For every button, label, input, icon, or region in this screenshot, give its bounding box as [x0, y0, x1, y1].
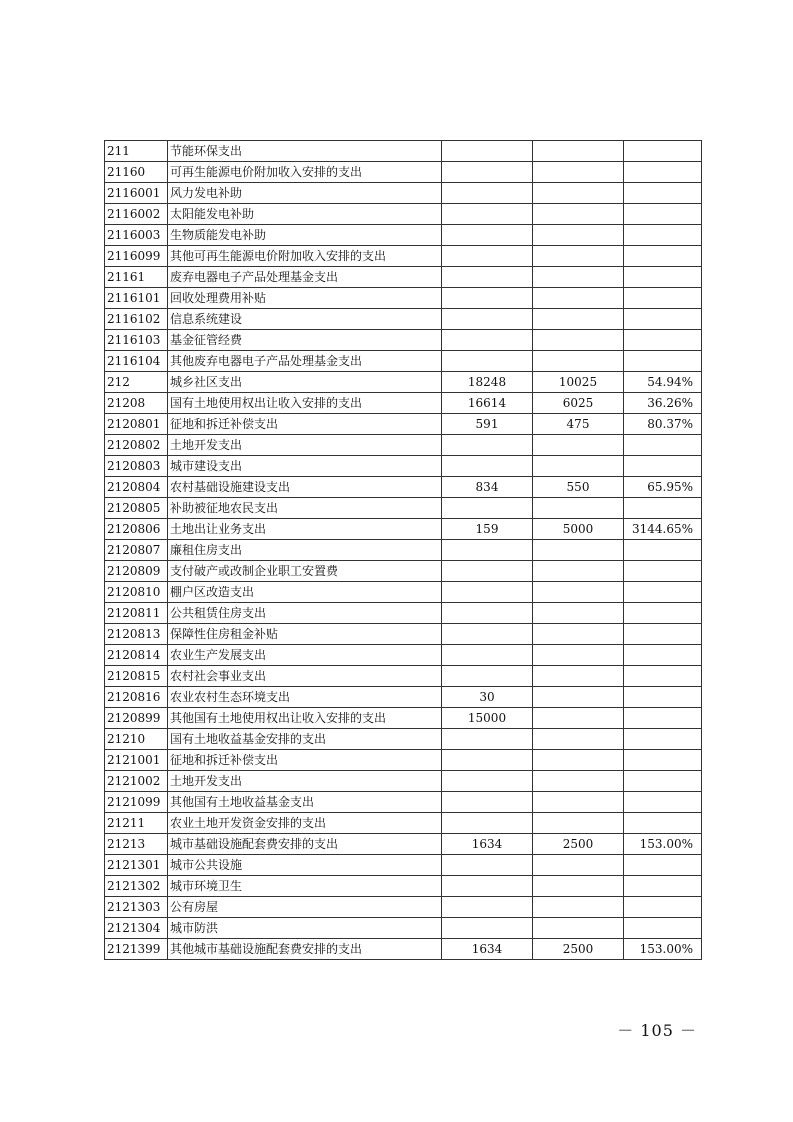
table-row: [105, 582, 702, 603]
table-row: [105, 498, 702, 519]
row-value-2: [533, 330, 624, 351]
row-value-2: [533, 309, 624, 330]
row-value-2: [533, 729, 624, 750]
row-value-2: [533, 225, 624, 246]
row-item-name: 其他废弃电器电子产品处理基金支出: [168, 351, 442, 372]
row-code: 2121301: [105, 855, 168, 876]
table-row: [105, 729, 702, 750]
row-value-3: [624, 183, 702, 204]
row-code: 2120899: [105, 708, 168, 729]
row-item-name: 农业生产发展支出: [168, 645, 442, 666]
row-value-3: [624, 162, 702, 183]
row-value-1: [442, 330, 533, 351]
row-item-name: 国有土地使用权出让收入安排的支出: [168, 393, 442, 414]
row-code: 21208: [105, 393, 168, 414]
row-value-2: [533, 855, 624, 876]
row-item-name: 农业农村生态环境支出: [168, 687, 442, 708]
row-value-2: [533, 435, 624, 456]
row-value-3: [624, 267, 702, 288]
row-value-3: [624, 603, 702, 624]
row-code: 21210: [105, 729, 168, 750]
row-item-name: 其他可再生能源电价附加收入安排的支出: [168, 246, 442, 267]
row-code: 2120804: [105, 477, 168, 498]
table-row: [105, 183, 702, 204]
row-code: 21211: [105, 813, 168, 834]
table-row: [105, 687, 702, 708]
row-value-1: [442, 267, 533, 288]
table-row: [105, 372, 702, 393]
row-item-name: 农村社会事业支出: [168, 666, 442, 687]
row-code: 2120802: [105, 435, 168, 456]
row-value-2: [533, 624, 624, 645]
table-row: [105, 204, 702, 225]
row-value-3: 153.00%: [624, 939, 702, 960]
row-value-2: 2500: [533, 834, 624, 855]
row-code: 2120814: [105, 645, 168, 666]
row-code: 2116099: [105, 246, 168, 267]
row-value-3: 3144.65%: [624, 519, 702, 540]
row-value-1: [442, 729, 533, 750]
table-row: [105, 435, 702, 456]
row-item-name: 城市防洪: [168, 918, 442, 939]
table-row: [105, 939, 702, 960]
row-value-1: [442, 876, 533, 897]
row-item-name: 支付破产或改制企业职工安置费: [168, 561, 442, 582]
row-value-2: [533, 750, 624, 771]
row-item-name: 信息系统建设: [168, 309, 442, 330]
row-code: 2120810: [105, 582, 168, 603]
row-value-1: 18248: [442, 372, 533, 393]
row-value-1: [442, 771, 533, 792]
row-value-2: [533, 771, 624, 792]
row-code: 2120806: [105, 519, 168, 540]
row-value-1: [442, 435, 533, 456]
row-value-1: [442, 204, 533, 225]
table-row: [105, 750, 702, 771]
row-value-3: [624, 225, 702, 246]
table-row: [105, 267, 702, 288]
row-value-1: 16614: [442, 393, 533, 414]
table-row: [105, 813, 702, 834]
row-item-name: 可再生能源电价附加收入安排的支出: [168, 162, 442, 183]
row-value-1: [442, 855, 533, 876]
table-row: [105, 771, 702, 792]
row-item-name: 城市建设支出: [168, 456, 442, 477]
table-row: [105, 792, 702, 813]
table-row: [105, 162, 702, 183]
row-code: 2116102: [105, 309, 168, 330]
table-row: [105, 897, 702, 918]
row-item-name: 其他国有土地收益基金支出: [168, 792, 442, 813]
row-value-3: [624, 750, 702, 771]
table-row: [105, 918, 702, 939]
row-value-1: 1634: [442, 939, 533, 960]
row-value-2: 475: [533, 414, 624, 435]
row-value-3: [624, 351, 702, 372]
row-code: 2116003: [105, 225, 168, 246]
row-value-1: [442, 561, 533, 582]
row-value-2: 6025: [533, 393, 624, 414]
row-item-name: 棚户区改造支出: [168, 582, 442, 603]
table-row: [105, 708, 702, 729]
table-row: [105, 309, 702, 330]
row-code: 2121099: [105, 792, 168, 813]
row-value-1: [442, 813, 533, 834]
row-value-3: 36.26%: [624, 393, 702, 414]
table-row: [105, 456, 702, 477]
table-row: [105, 645, 702, 666]
row-item-name: 废弃电器电子产品处理基金支出: [168, 267, 442, 288]
row-value-3: [624, 729, 702, 750]
row-value-2: 5000: [533, 519, 624, 540]
row-code: 2120805: [105, 498, 168, 519]
row-value-2: [533, 876, 624, 897]
row-item-name: 廉租住房支出: [168, 540, 442, 561]
row-value-2: [533, 246, 624, 267]
page-number: － 105 －: [617, 1021, 697, 1040]
row-value-2: [533, 183, 624, 204]
row-item-name: 生物质能发电补助: [168, 225, 442, 246]
row-value-3: [624, 624, 702, 645]
row-code: 2120815: [105, 666, 168, 687]
row-value-1: 159: [442, 519, 533, 540]
row-code: 2120801: [105, 414, 168, 435]
table-row: [105, 246, 702, 267]
row-item-name: 国有土地收益基金安排的支出: [168, 729, 442, 750]
row-value-1: [442, 582, 533, 603]
row-value-2: 550: [533, 477, 624, 498]
budget-table: [104, 140, 702, 960]
row-code: 2120816: [105, 687, 168, 708]
row-value-1: 591: [442, 414, 533, 435]
row-value-2: [533, 498, 624, 519]
row-value-2: [533, 162, 624, 183]
row-value-3: [624, 876, 702, 897]
row-code: 21160: [105, 162, 168, 183]
table-row: [105, 603, 702, 624]
row-value-2: [533, 687, 624, 708]
row-value-3: [624, 687, 702, 708]
row-value-1: [442, 645, 533, 666]
row-value-1: [442, 540, 533, 561]
row-value-1: [442, 309, 533, 330]
table-row: [105, 477, 702, 498]
row-code: 2120807: [105, 540, 168, 561]
row-value-3: [624, 246, 702, 267]
row-value-1: 834: [442, 477, 533, 498]
row-value-1: [442, 603, 533, 624]
row-value-1: [442, 141, 533, 162]
row-value-3: [624, 456, 702, 477]
row-code: 21213: [105, 834, 168, 855]
table-row: [105, 624, 702, 645]
row-code: 2116002: [105, 204, 168, 225]
row-item-name: 征地和拆迁补偿支出: [168, 750, 442, 771]
row-code: 21161: [105, 267, 168, 288]
row-code: 2121304: [105, 918, 168, 939]
row-value-2: [533, 141, 624, 162]
row-code: 2116101: [105, 288, 168, 309]
row-value-2: [533, 351, 624, 372]
row-value-3: [624, 645, 702, 666]
row-code: 2121303: [105, 897, 168, 918]
table-row: [105, 414, 702, 435]
table-row: [105, 540, 702, 561]
row-value-1: [442, 162, 533, 183]
row-value-3: [624, 330, 702, 351]
row-value-3: [624, 309, 702, 330]
row-code: 2120809: [105, 561, 168, 582]
row-value-3: 54.94%: [624, 372, 702, 393]
row-code: 2116103: [105, 330, 168, 351]
row-item-name: 土地开发支出: [168, 771, 442, 792]
row-code: 2121001: [105, 750, 168, 771]
row-value-2: [533, 582, 624, 603]
row-item-name: 风力发电补助: [168, 183, 442, 204]
row-value-3: 65.95%: [624, 477, 702, 498]
row-item-name: 土地开发支出: [168, 435, 442, 456]
row-value-3: [624, 561, 702, 582]
row-item-name: 补助被征地农民支出: [168, 498, 442, 519]
table-row: [105, 561, 702, 582]
row-item-name: 城市环境卫生: [168, 876, 442, 897]
row-item-name: 征地和拆迁补偿支出: [168, 414, 442, 435]
row-value-2: [533, 603, 624, 624]
row-value-1: [442, 897, 533, 918]
table-row: [105, 855, 702, 876]
row-item-name: 太阳能发电补助: [168, 204, 442, 225]
row-item-name: 土地出让业务支出: [168, 519, 442, 540]
row-value-3: [624, 666, 702, 687]
row-value-2: [533, 918, 624, 939]
row-value-2: [533, 204, 624, 225]
row-value-2: [533, 897, 624, 918]
row-value-3: [624, 435, 702, 456]
row-item-name: 回收处理费用补贴: [168, 288, 442, 309]
row-item-name: 其他城市基础设施配套费安排的支出: [168, 939, 442, 960]
row-value-1: [442, 183, 533, 204]
row-code: 2116104: [105, 351, 168, 372]
row-item-name: 公有房屋: [168, 897, 442, 918]
row-value-2: [533, 813, 624, 834]
row-value-1: [442, 225, 533, 246]
row-value-2: [533, 561, 624, 582]
row-value-2: [533, 288, 624, 309]
row-item-name: 保障性住房租金补贴: [168, 624, 442, 645]
row-value-2: [533, 708, 624, 729]
row-item-name: 城市基础设施配套费安排的支出: [168, 834, 442, 855]
row-value-3: [624, 813, 702, 834]
row-item-name: 基金征管经费: [168, 330, 442, 351]
table-row: [105, 834, 702, 855]
row-value-3: [624, 204, 702, 225]
row-value-1: [442, 624, 533, 645]
row-value-1: [442, 288, 533, 309]
row-item-name: 节能环保支出: [168, 141, 442, 162]
row-value-3: [624, 897, 702, 918]
row-value-3: [624, 498, 702, 519]
row-value-3: [624, 288, 702, 309]
table-row: [105, 225, 702, 246]
row-value-2: 10025: [533, 372, 624, 393]
row-code: 2121302: [105, 876, 168, 897]
row-value-1: 1634: [442, 834, 533, 855]
row-value-1: [442, 666, 533, 687]
row-value-1: [442, 456, 533, 477]
table-row: [105, 393, 702, 414]
table-row: [105, 666, 702, 687]
row-code: 212: [105, 372, 168, 393]
row-item-name: 农村基础设施建设支出: [168, 477, 442, 498]
table-row: [105, 141, 702, 162]
row-value-3: [624, 771, 702, 792]
row-value-3: [624, 918, 702, 939]
row-code: 211: [105, 141, 168, 162]
row-value-1: 15000: [442, 708, 533, 729]
table-row: [105, 330, 702, 351]
row-item-name: 农业土地开发资金安排的支出: [168, 813, 442, 834]
row-value-1: [442, 498, 533, 519]
table-row: [105, 288, 702, 309]
row-value-3: [624, 792, 702, 813]
table-row: [105, 351, 702, 372]
row-value-1: [442, 792, 533, 813]
row-value-3: [624, 540, 702, 561]
row-value-2: [533, 540, 624, 561]
row-code: 2120803: [105, 456, 168, 477]
row-value-2: [533, 456, 624, 477]
row-code: 2121002: [105, 771, 168, 792]
row-value-1: [442, 351, 533, 372]
table-row: [105, 519, 702, 540]
row-item-name: 城市公共设施: [168, 855, 442, 876]
row-item-name: 其他国有土地使用权出让收入安排的支出: [168, 708, 442, 729]
row-value-2: [533, 792, 624, 813]
row-value-2: [533, 645, 624, 666]
row-value-2: [533, 267, 624, 288]
row-code: 2116001: [105, 183, 168, 204]
row-code: 2120813: [105, 624, 168, 645]
row-value-3: [624, 141, 702, 162]
row-value-1: 30: [442, 687, 533, 708]
row-item-name: 公共租赁住房支出: [168, 603, 442, 624]
row-value-3: 80.37%: [624, 414, 702, 435]
row-value-1: [442, 750, 533, 771]
row-value-2: 2500: [533, 939, 624, 960]
row-value-1: [442, 918, 533, 939]
row-item-name: 城乡社区支出: [168, 372, 442, 393]
budget-table-body: [105, 141, 702, 960]
row-value-1: [442, 246, 533, 267]
row-code: 2121399: [105, 939, 168, 960]
row-value-3: 153.00%: [624, 834, 702, 855]
row-value-3: [624, 582, 702, 603]
row-code: 2120811: [105, 603, 168, 624]
row-value-3: [624, 855, 702, 876]
row-value-2: [533, 666, 624, 687]
table-row: [105, 876, 702, 897]
row-value-3: [624, 708, 702, 729]
